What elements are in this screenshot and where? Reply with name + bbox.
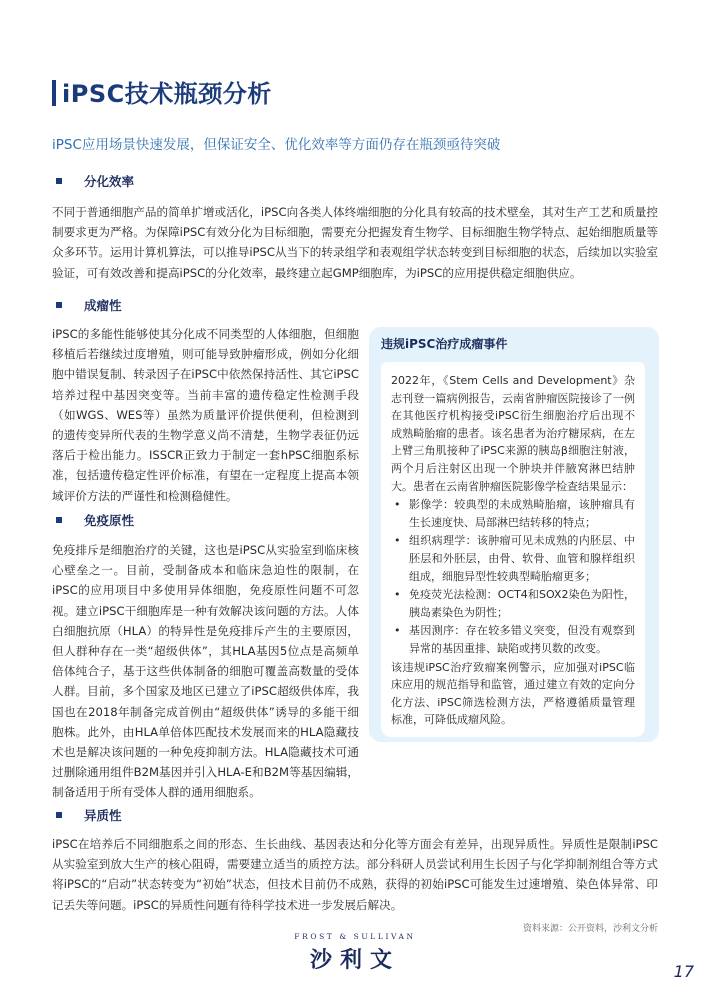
title-accent-bar xyxy=(52,80,56,106)
bullet-dot-icon: • xyxy=(394,588,401,602)
page-title: iPSC技术瓶颈分析 xyxy=(62,80,272,108)
logo-english: FROST & SULLIVAN xyxy=(294,932,416,941)
section-heading-differentiation xyxy=(52,172,134,190)
list-item: • 影像学：较典型的未成熟畸胎瘤，该肿瘤具有生长速度快、局部淋巴结转移的特点； xyxy=(394,498,635,529)
case-study-box xyxy=(369,327,659,742)
case-study-findings xyxy=(391,496,635,657)
square-bullet-icon xyxy=(56,812,62,818)
logo-chinese: 沙利文 xyxy=(309,948,400,973)
square-bullet-icon xyxy=(56,178,62,184)
list-item: • 免疫荧光法检测：OCT4和SOX2染色为阳性，胰岛素染色为阴性； xyxy=(394,588,635,619)
bullet-dot-icon: • xyxy=(394,534,401,548)
section-title: 分化效率 xyxy=(84,174,135,189)
bullet-dot-icon: • xyxy=(394,624,401,638)
frost-sullivan-logo xyxy=(0,932,710,974)
case-study-content xyxy=(381,362,645,737)
section-paragraph-differentiation: 不同于普通细胞产品的简单扩增或活化，iPSC向各类人体终端细胞的分化具有较高的技术壁垒，其对生产工艺和质量控制要求更为严格。为保障iPSC有效分化为目标细胞，需要充分把握发育生物学、目标细胞生物学特点、起始细胞质量等众多环节。运用计算机算法，可以推导iPSC从当下的转录组学和表观组学状态转变到目标细胞的状态，后续加以实验室验证，可有效改善和提高iPSC的分化效率，最终建立起GMP细胞库，为iPSC的应用提供稳定细胞供应。 xyxy=(52,205,658,280)
page-number: 17 xyxy=(673,962,694,981)
section-paragraph-immunogenicity: 免疫排斥是细胞治疗的关键，这也是iPSC从实验室到临床核心壁垒之一。目前，受制备成本和临床急迫性的限制，在iPSC的应用项目中多使用异体细胞，免疫原性问题不可忽视。建立iPSC干细胞库是一种有效解决该问题的方法。人体白细胞抗原（HLA）的特异性是免疫排斥产生的主要原因，但人群种存在一类“超级供体”，其HLA基因5位点是高频单倍体纯合子，基于这些供体制备的细胞可覆盖高数量的受体人群。目前，多个国家及地区已建立了iPSC超级供体库，我国也在2018年制备完成首例由“超级供体”诱导的多能干细胞株。此外，由HLA单倍体匹配技术发展而来的HLA隐藏技术也是解决该问题的一种免疫抑制方法。HLA隐藏技术可通过删除通用组件B2M基因并引入HLA-E和B2M等基因编辑，制备适用于所有受体人群的通用细胞系。 xyxy=(52,543,359,800)
case-study-intro: 2022年，《Stem Cells and Development》杂志刊登一篇病例报告，云南省肿瘤医院接诊了一例在其他医疗机构接受iPSC衍生细胞治疗后出现不成熟畸胎瘤的患者。该名患者为治疗糖尿病，在左上臂三角肌接种了iPSC来源的胰岛β细胞注射液，两个月后注射区出现一个肿块并伴腋窝淋巴结肿大。患者在云南省肿瘤医院影像学检查结果显示： xyxy=(391,374,635,493)
bullet-dot-icon: • xyxy=(394,498,401,512)
section-heading-immunogenicity xyxy=(52,511,134,529)
case-study-conclusion: 该违规iPSC治疗致瘤案例警示，应加强对iPSC临床应用的规范指导和监管，通过建立有效的定向分化方法、iPSC筛选检测方法，严格遵循质量管理标准，可降低成瘤风险。 xyxy=(391,660,635,727)
section-title: 成瘤性 xyxy=(84,298,122,313)
page-subtitle: iPSC应用场景快速发展，但保证安全、优化效率等方面仍存在瓶颈亟待突破 xyxy=(52,137,501,153)
section-paragraph-tumorigenicity: iPSC的多能性能够使其分化成不同类型的人体细胞，但细胞移植后若继续过度增殖，则可能导致肿瘤形成，例如分化细胞中错误复制、转录因子在iPSC中依然保持活性、其它iPSC培养过程中基因突变等。当前丰富的遗传稳定性检测手段（如WGS、WES等）虽然为质量评价提供便利，但检测到的遗传变异所代表的生物学意义尚不清楚，生物学表征仍远落后于检出能力。ISSCR正致力于制定一套hPSC细胞系标准，包括遗传稳定性评价标准，有望在一定程度上提高本领域评价方法的严谨性和检测稳健性。 xyxy=(52,327,359,503)
square-bullet-icon xyxy=(56,302,62,308)
list-item: • 基因测序：存在较多错义突变，但没有观察到异常的基因重排、缺陷或拷贝数的改变。 xyxy=(394,624,635,655)
section-title: 异质性 xyxy=(84,808,122,823)
source-note: 资料来源：公开资料，沙利文分析 xyxy=(522,924,658,934)
section-heading-tumorigenicity xyxy=(52,296,122,314)
case-study-title: 违规iPSC治疗成瘤事件 xyxy=(381,337,508,351)
section-heading-heterogeneity xyxy=(52,806,122,824)
square-bullet-icon xyxy=(56,517,62,523)
section-title: 免疫原性 xyxy=(84,513,135,528)
section-paragraph-heterogeneity: iPSC在培养后不同细胞系之间的形态、生长曲线、基因表达和分化等方面会有差异，出现异质性。异质性是限制iPSC从实验室到放大生产的核心阻碍，需要建立适当的质控方法。部分科研人员尝试利用生长因子与化学抑制剂组合等方式将iPSC的“启动”状态转变为“初始”状态，但技术目前仍不成熟，获得的初始iPSC可能发生过速增殖、染色体异常、印记丢失等问题。iPSC的异质性问题有待科学技术进一步发展后解决。 xyxy=(52,837,658,912)
list-item: • 组织病理学：该肿瘤可见未成熟的内胚层、中胚层和外胚层，由骨、软骨、血管和腺样组织组成，细胞异型性较典型畸胎瘤更多； xyxy=(394,534,635,583)
